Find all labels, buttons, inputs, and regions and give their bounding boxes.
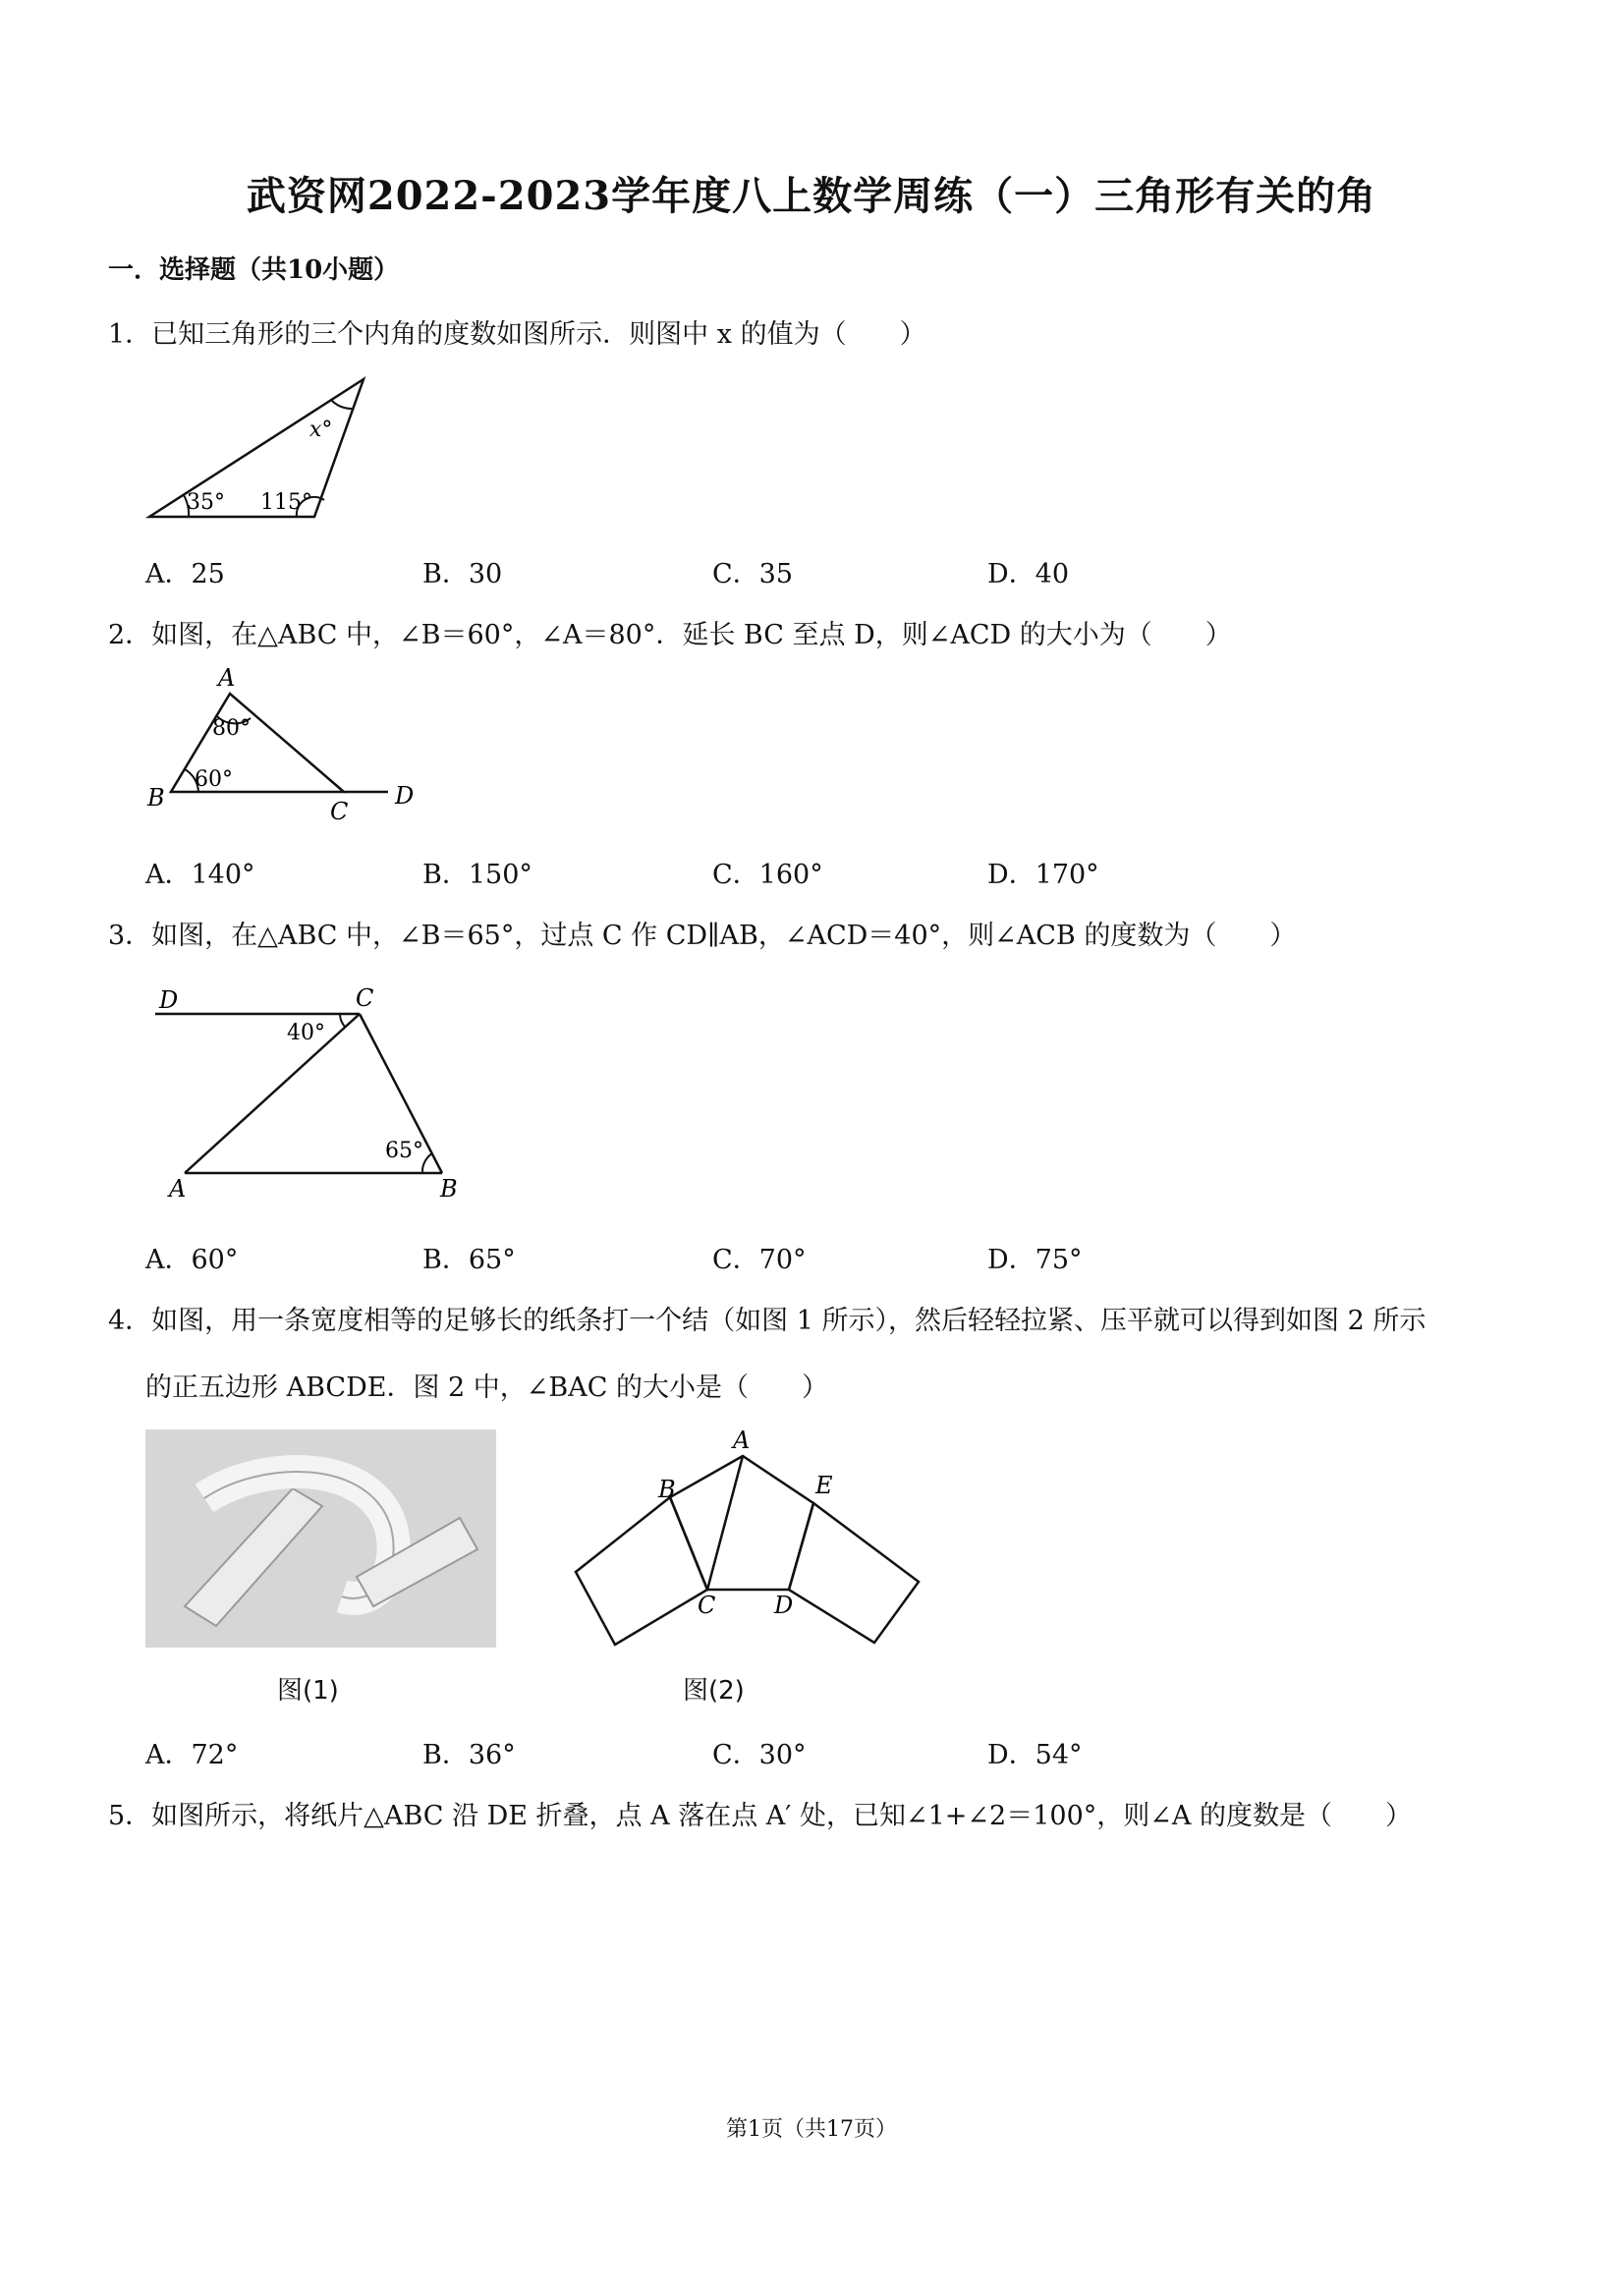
option-3b[interactable]: B．65° (422, 1245, 516, 1275)
angle-label-35: 35° (187, 490, 225, 515)
option-4c[interactable]: C．30° (712, 1740, 807, 1770)
option-2b[interactable]: B．150° (422, 860, 532, 890)
option-4b[interactable]: B．36° (422, 1740, 516, 1770)
angle-label-x: x° (309, 418, 333, 442)
angle-arc-40 (340, 1014, 346, 1028)
option-4a[interactable]: A．72° (145, 1740, 239, 1770)
vertex-d: D (159, 986, 179, 1014)
option-1d[interactable]: D．40 (987, 559, 1070, 589)
question-1-text: 1．已知三角形的三个内角的度数如图所示．则图中 x 的值为（ ） (108, 319, 926, 350)
angle-label-60: 60° (195, 767, 233, 792)
section-heading: 一．选择题（共10小题） (108, 255, 400, 285)
question-4-text-line1: 4．如图，用一条宽度相等的足够长的纸条打一个结（如图 1 所示），然后轻轻拉紧、压平就可以得到如图 2 所示 (108, 1306, 1427, 1336)
page-footer: 第1页（共17页） (726, 2117, 897, 2142)
angle-arc-x (331, 400, 352, 409)
vertex-e: E (815, 1472, 833, 1499)
option-1a[interactable]: A．25 (145, 559, 225, 589)
option-2c[interactable]: C．160° (712, 860, 823, 890)
vertex-b: B (440, 1175, 458, 1203)
vertex-b: B (147, 784, 165, 812)
left-strip (576, 1497, 707, 1645)
angle-label-115: 115° (260, 490, 312, 515)
pentagon-abcde (670, 1456, 813, 1590)
question-1-figure (138, 369, 422, 527)
angle-label-40: 40° (287, 1021, 325, 1045)
page-title: 武资网2022-2023学年度八上数学周练（一）三角形有关的角 (246, 173, 1377, 219)
option-3c[interactable]: C．70° (712, 1245, 807, 1275)
vertex-d: D (395, 782, 415, 810)
option-3d[interactable]: D．75° (987, 1245, 1083, 1275)
option-1c[interactable]: C．35 (712, 559, 794, 589)
right-strip (789, 1503, 919, 1643)
option-4d[interactable]: D．54° (987, 1740, 1083, 1770)
question-4-figure-2 (560, 1425, 933, 1665)
option-1b[interactable]: B．30 (422, 559, 503, 589)
question-3-figure (138, 979, 472, 1204)
option-3a[interactable]: A．60° (145, 1245, 239, 1275)
option-2d[interactable]: D．170° (987, 860, 1099, 890)
knot-photo (145, 1429, 496, 1648)
angle-label-65: 65° (385, 1139, 423, 1163)
vertex-a: A (218, 664, 236, 692)
vertex-d: D (774, 1592, 794, 1619)
paper-knot-illustration (145, 1429, 496, 1648)
line-ac (707, 1456, 743, 1590)
vertex-c: C (356, 984, 374, 1012)
question-3-text: 3．如图，在△ABC 中，∠B＝65°，过点 C 作 CD∥AB，∠ACD＝40°，则∠ACB 的度数为（ ） (108, 921, 1297, 951)
vertex-c: C (330, 798, 349, 825)
angle-arc-65 (422, 1153, 432, 1173)
vertex-a: A (733, 1427, 751, 1454)
vertex-a: A (169, 1175, 187, 1203)
question-5-text: 5．如图所示，将纸片△ABC 沿 DE 折叠，点 A 落在点 A′ 处，已知∠1+∠2＝100°，则∠A 的度数是（ ） (108, 1801, 1412, 1831)
question-2-figure (138, 664, 432, 831)
caption-figure-1: 图(1) (277, 1676, 339, 1706)
option-2a[interactable]: A．140° (145, 860, 255, 890)
question-4-text-line2: 的正五边形 ABCDE．图 2 中，∠BAC 的大小是（ ） (145, 1372, 828, 1403)
line-ac (185, 1014, 360, 1173)
angle-label-80: 80° (212, 716, 251, 741)
caption-figure-2: 图(2) (683, 1676, 745, 1706)
vertex-b: B (658, 1476, 676, 1503)
question-2-text: 2．如图，在△ABC 中，∠B＝60°，∠A＝80°．延长 BC 至点 D，则∠ACD 的大小为（ ） (108, 620, 1232, 650)
vertex-c: C (698, 1592, 716, 1619)
